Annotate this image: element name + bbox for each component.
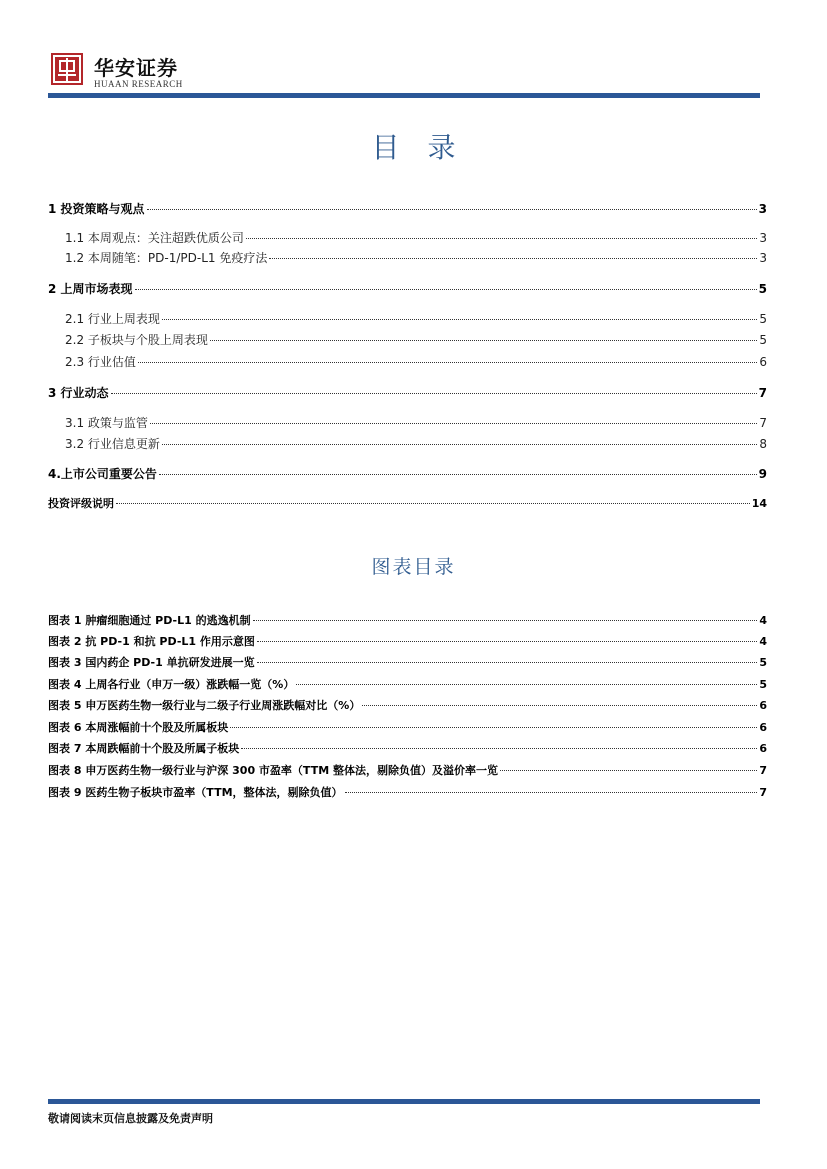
toc-leader <box>150 423 757 424</box>
figure-entry-page: 6 <box>759 721 767 734</box>
footer-divider <box>48 1099 760 1104</box>
toc-entry-page: 7 <box>759 416 767 430</box>
figure-entry-page: 4 <box>759 635 767 648</box>
toc-entry-page: 5 <box>758 282 767 296</box>
toc-leader <box>253 620 758 621</box>
toc-leader <box>159 474 757 475</box>
figure-entry-page: 7 <box>759 786 767 799</box>
figures-title: 图表目录 <box>371 556 456 578</box>
logo-chinese-name: 华安证券 <box>94 56 178 80</box>
toc-leader <box>210 340 757 341</box>
toc-entry-title: 2 上周市场表现 <box>48 282 133 296</box>
toc-entry[interactable] <box>48 465 767 482</box>
toc-entry-page: 6 <box>759 355 767 369</box>
toc-entry-page: 9 <box>758 467 767 481</box>
toc-leader <box>246 238 757 239</box>
header-divider <box>48 93 760 98</box>
toc-entry[interactable] <box>48 495 767 511</box>
toc-entry[interactable] <box>65 249 767 266</box>
figure-entry[interactable] <box>48 676 767 692</box>
toc-entry-title: 3.2 行业信息更新 <box>65 437 160 451</box>
toc-entry-page: 3 <box>758 202 767 216</box>
toc-leader <box>138 362 757 363</box>
toc-entry-title: 3.1 政策与监管 <box>65 416 148 430</box>
figure-entry-page: 5 <box>759 656 767 669</box>
figure-entry-title: 图表 9 医药生物子板块市盈率（TTM，整体法，剔除负值） <box>48 786 343 799</box>
toc-leader <box>362 705 757 706</box>
toc-leader <box>296 684 757 685</box>
figure-entry-title: 图表 7 本周跌幅前十个股及所属子板块 <box>48 742 240 755</box>
toc-leader <box>257 641 757 642</box>
toc-entry[interactable] <box>48 384 767 401</box>
figure-entry[interactable] <box>48 719 767 735</box>
toc-leader <box>345 792 758 793</box>
toc-leader <box>500 770 757 771</box>
toc-entry-title: 2.1 行业上周表现 <box>65 312 160 326</box>
toc-entry[interactable] <box>48 280 767 297</box>
toc-entry-page: 5 <box>759 333 767 347</box>
toc-leader <box>111 393 757 394</box>
figure-entry[interactable] <box>48 633 767 649</box>
toc-leader <box>116 503 750 504</box>
page-title: 目录 <box>371 131 484 164</box>
toc-entry[interactable] <box>65 229 767 246</box>
figure-entry-page: 7 <box>759 764 767 777</box>
figure-entry-title: 图表 1 肿瘤细胞通过 PD-L1 的逃逸机制 <box>48 614 251 627</box>
figure-entry-page: 6 <box>759 742 767 755</box>
figure-entry-title: 图表 8 申万医药生物一级行业与沪深 300 市盈率（TTM 整体法，剔除负值）及溢价率一览 <box>48 764 498 777</box>
toc-leader <box>162 319 757 320</box>
toc-entry-page: 3 <box>759 251 767 265</box>
figure-entry[interactable] <box>48 784 767 800</box>
toc-entry[interactable] <box>65 310 767 327</box>
figure-entry-title: 图表 6 本周涨幅前十个股及所属板块 <box>48 721 229 734</box>
toc-leader <box>230 727 757 728</box>
figure-entry-title: 图表 2 抗 PD-1 和抗 PD-L1 作用示意图 <box>48 635 255 648</box>
toc-entry-title: 投资评级说明 <box>48 497 114 510</box>
logo-english-name: HUAAN RESEARCH <box>94 79 183 89</box>
toc-leader <box>135 289 757 290</box>
figure-entry[interactable] <box>48 762 767 778</box>
toc-entry[interactable] <box>65 331 767 348</box>
toc-leader <box>257 662 758 663</box>
toc-entry[interactable] <box>48 200 767 217</box>
toc-entry-title: 4.上市公司重要公告 <box>48 467 157 481</box>
toc-entry[interactable] <box>65 353 767 370</box>
toc-entry[interactable] <box>65 435 767 452</box>
toc-leader <box>162 444 757 445</box>
toc-entry-title: 2.2 子板块与个股上周表现 <box>65 333 208 347</box>
toc-entry-page: 14 <box>751 497 767 510</box>
figure-entry-page: 6 <box>759 699 767 712</box>
figure-entry-page: 4 <box>759 614 767 627</box>
toc-entry-title: 2.3 行业估值 <box>65 355 136 369</box>
figure-entry-title: 图表 4 上周各行业（申万一级）涨跌幅一览（%） <box>48 678 295 691</box>
huaan-logo-icon <box>51 53 83 85</box>
toc-entry-title: 1.2 本周随笔：PD-1/PD-L1 免疫疗法 <box>65 251 268 265</box>
toc-entry-title: 1 投资策略与观点 <box>48 202 145 216</box>
figure-entry-title: 图表 3 国内药企 PD-1 单抗研发进展一览 <box>48 656 255 669</box>
toc-entry-page: 5 <box>759 312 767 326</box>
figure-entry[interactable] <box>48 654 767 670</box>
figure-entry[interactable] <box>48 697 767 713</box>
toc-entry-title: 3 行业动态 <box>48 386 109 400</box>
toc-entry-page: 3 <box>759 231 767 245</box>
figure-entry[interactable] <box>48 612 767 628</box>
figure-entry-title: 图表 5 申万医药生物一级行业与二级子行业周涨跌幅对比（%） <box>48 699 361 712</box>
toc-entry-page: 8 <box>759 437 767 451</box>
toc-entry[interactable] <box>65 414 767 431</box>
figure-entry[interactable] <box>48 740 767 756</box>
toc-entry-title: 1.1 本周观点：关注超跌优质公司 <box>65 231 244 245</box>
footer-disclaimer: 敬请阅读末页信息披露及免责声明 <box>48 1112 213 1125</box>
toc-entry-page: 7 <box>758 386 767 400</box>
toc-leader <box>147 209 757 210</box>
toc-leader <box>241 748 757 749</box>
toc-leader <box>269 258 757 259</box>
figure-entry-page: 5 <box>759 678 767 691</box>
